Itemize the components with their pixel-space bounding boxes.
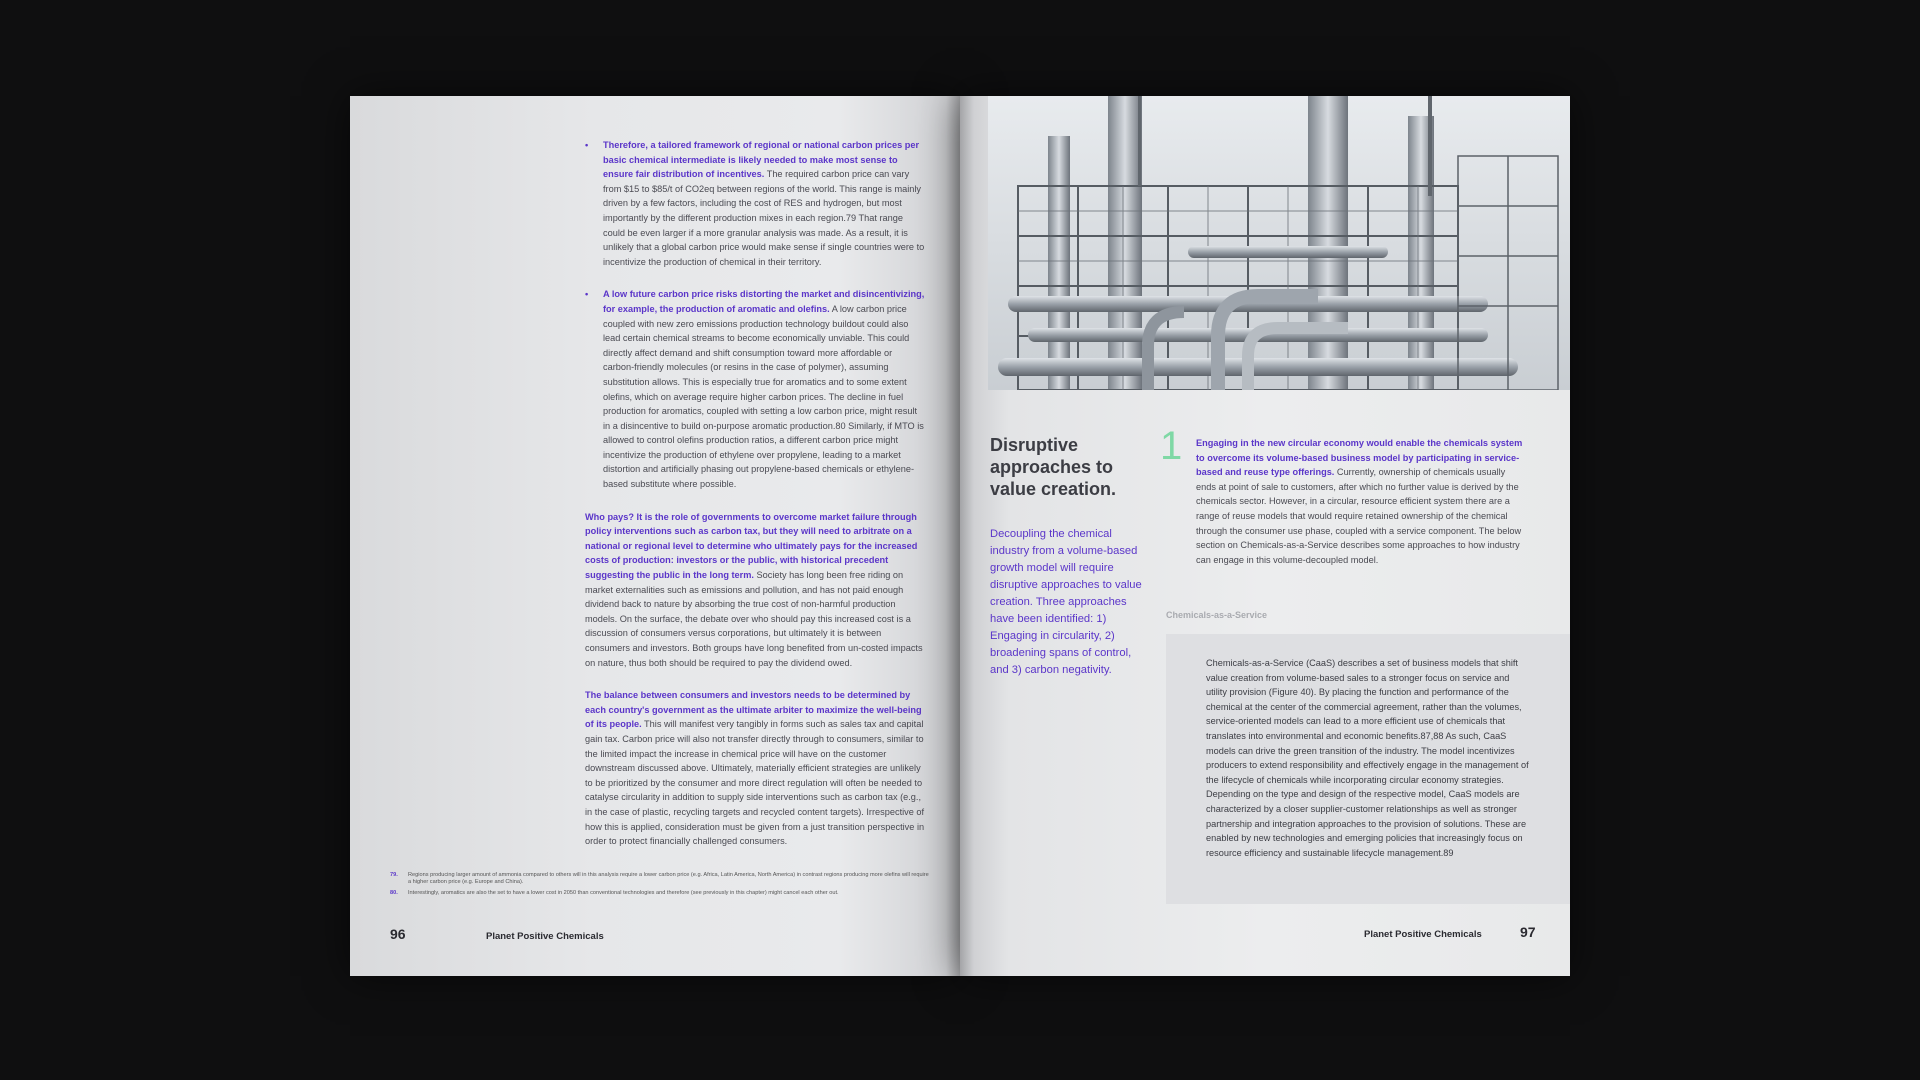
paragraph-body: Society has long been free riding on market externalities such as emissions and pollution, and has not paid enough dividend back to nature by absorbing the true cost of non-harmful production models. On the surface, the debate over who should pay this increased cost is a discussion of consumers versus corporations, but ultimately it is between consumers and investors. Both groups have long benefited from un-costed impacts on nature, thus both should be required to pay the dividend owed. <box>585 570 923 668</box>
paragraph <box>585 510 925 671</box>
section-body: Currently, ownership of chemicals usually ends at point of sale to customers, after which no further value is derived by the chemicals sector. However, in a circular, resource efficient system there are a range of reuse models that would require retained ownership of the chemical through the consumer use phase, coupled with a service component. The below section on Chemicals-as-a-Service describes some approaches to how industry can engage in this volume-decoupled model. <box>1196 467 1522 565</box>
section-number: 1 <box>1160 424 1183 468</box>
paragraph-body: This will manifest very tangibly in forms such as sales tax and capital gain tax. Carbon price will also not transfer directly through to consumers, similar to the limited impact the increase in chemical price will have on the customer downstream discussed above. Ultimately, materially efficient strategies are unlikely to be prioritized by the consumer and more direct regulation will often be needed to catalyse circularity in addition to supply side interventions such as carbon tax (e.g., in the case of plastic, recycling targets and recycled content targets). Irrespective of how this is applied, consideration must be given from a just transition perspective in order to protect financially challenged consumers. <box>585 719 925 847</box>
bullet-item <box>585 138 925 269</box>
footnote <box>390 890 930 897</box>
refinery-illustration <box>988 96 1570 390</box>
bullet-marker: • <box>585 289 589 300</box>
footnote-text: Regions producing larger amount of ammonia compared to others will in this analysis require a lower carbon price (e.g. Africa, Latin America, North America) in contrast regions producing more olefins will require a higher carbon price (e.g. Europe and China). <box>408 872 929 885</box>
section-headline: Disruptive approaches to value creation. <box>990 435 1117 499</box>
section-paragraph <box>1196 436 1526 567</box>
footnote-text: Interestingly, aromatics are also the set to have a lower cost in 2050 than conventional technologies and therefore (see previously in this chapter) might cancel each other out. <box>408 890 839 896</box>
box-label: Chemicals-as-a-Service <box>1166 610 1268 620</box>
page-number: 96 <box>390 926 406 942</box>
right-page <box>960 96 1570 976</box>
footnote-number: 79. <box>390 872 398 878</box>
bullet-body: The required carbon price can vary from $15 to $85/t of CO2eq between regions of the world. This range is mainly driven by a few factors, including the cost of RES and hydrogen, but most importantly by the different production mixes in each region.79 That range could be even larger if a more granular analysis was made. As a result, it is unlikely that a global carbon price would make sense if single countries were to incentivize the production of chemical in their territory. <box>603 169 925 267</box>
box-text: Chemicals-as-a-Service (CaaS) describes a set of business models that shift value creation from volume-based sales to a stronger focus on service and utility provision (Figure 40). By placing the function and performance of the chemical at the center of the commercial agreement, rather than the volumes, service-oriented models can lead to a more efficient use of chemicals that translates into environmental and economic benefits.87,88 As such, CaaS models can drive the green transition of the industry. The model incentivizes producers to extend responsibility and effectively engage in the management of the lifecycle of chemicals while incorporating circular economy strategies. Depending on the type and design of the respective model, CaaS models are characterized by a closer supplier-customer relationships as well as stronger partnership and integration approaches to the provision of solutions. These are enabled by new technologies and emerging policies that increasingly focus on resource efficiency and sustainable lifecycle management.89 <box>1206 658 1529 858</box>
page-number: 97 <box>1520 924 1536 940</box>
paragraph <box>585 688 925 849</box>
footnote <box>390 872 930 886</box>
paragraph-lead: The balance between consumers and investors needs to be determined by each country's government as the ultimate arbiter to maximize the well-being of its people. <box>585 690 922 730</box>
bullet-lead: Therefore, a tailored framework of regional or national carbon prices per basic chemical intermediate is likely needed to make most sense to ensure fair distribution of incentives. <box>603 140 920 180</box>
caas-box <box>1166 634 1570 904</box>
intro-text: Decoupling the chemical industry from a volume-based growth model will require disruptive approaches to value creation. Three approaches have been identified: 1) Engaging in circularity, 2) broadening spans of control, and 3) carbon negativity. <box>990 528 1142 676</box>
running-head: Planet Positive Chemicals <box>486 931 604 942</box>
bullet-marker: • <box>585 140 589 150</box>
bullet-item <box>585 287 925 491</box>
paragraph-lead: Who pays? It is the role of governments to overcome market failure through policy interventions such as carbon tax, but they will need to arbitrate on a national or regional level to determine who ultimately pays for the increased costs of production: investors or the public, with historical precedent suggesting the public in the long term. <box>585 511 918 581</box>
spine-shadow <box>946 96 974 976</box>
refinery-photo <box>988 96 1570 390</box>
section-lead: Engaging in the new circular economy would enable the chemicals system to overcome its volume-based business model by participating in service-based and reuse type offerings. <box>1196 438 1523 478</box>
left-page <box>350 96 960 976</box>
bullet-body: A low carbon price coupled with new zero emissions production technology buildout could also lead certain chemical streams to become economically unviable. This could directly affect demand and shift consumption toward more affordable or carbon-friendly molecules (or resins in the case of polymer), assuming substitution allows. This is especially true for aromatics and to some extent olefins, which on average require higher carbon prices. The decline in fuel production for aromatics, coupled with setting a low carbon price, might result in a disincentive to build on-purpose aromatic production.80 Similarly, if MTO is allowed to control olefins production ratios, a different carbon price might incentivize the production of ethylene over propylene, leading to a market distortion and artificially phasing out propylene-based chemicals or ethylene-based substitute where possible. <box>603 303 924 490</box>
left-text-column <box>585 138 925 867</box>
footnote-number: 80. <box>390 890 398 896</box>
magazine-spread <box>350 96 1570 976</box>
bullet-lead: A low future carbon price risks distorting the market and disincentivizing, for example, the production of aromatic and olefins. <box>603 289 925 314</box>
footnotes <box>390 872 930 901</box>
running-head: Planet Positive Chemicals <box>1364 929 1482 940</box>
